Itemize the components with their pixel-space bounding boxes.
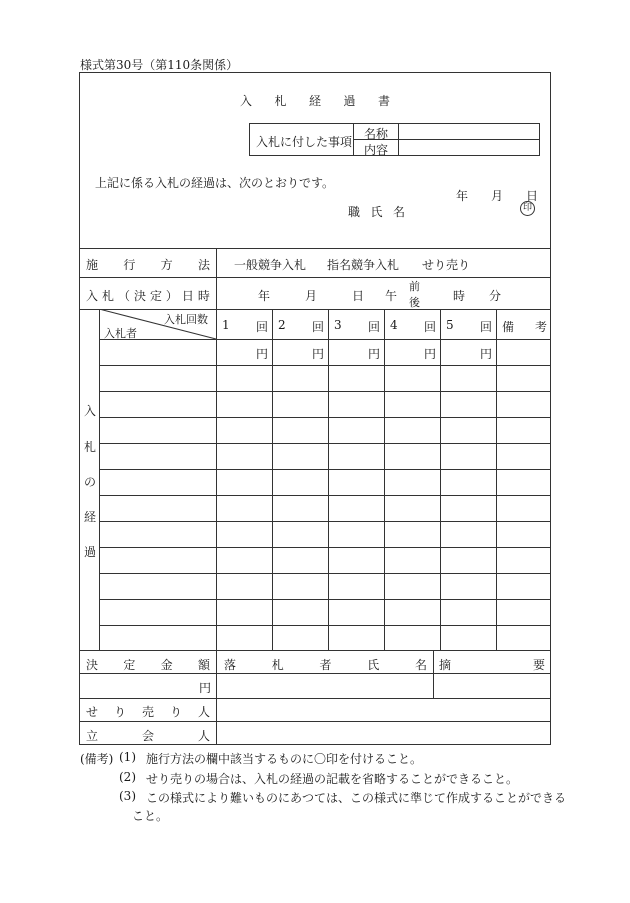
round-2-yen: 円 (312, 347, 325, 361)
bid-month: 月 (305, 289, 318, 303)
round-3-num: 3 (334, 318, 342, 332)
corner-rounds-label: 入札回数 (164, 313, 208, 326)
note-2-num: (2) (119, 770, 136, 784)
date-month: 月 (491, 189, 504, 203)
round-5-unit: 回 (480, 320, 493, 334)
note-2-text: せり売りの場合は、入札の経過の記載を省略することができること。 (146, 772, 519, 786)
note-3-continuation: こと。 (132, 809, 169, 823)
method-option-general: 一般競争入札 (234, 258, 307, 272)
round-4-yen: 円 (424, 347, 437, 361)
method-option-designated: 指名競争入札 (327, 258, 400, 272)
statement: 上記に係る入札の経過は、次のとおりです。 (95, 176, 335, 190)
date-day: 日 (526, 189, 539, 203)
side-label-4: 経 (84, 510, 97, 524)
bid-pm-bottom: 後 (409, 296, 420, 309)
summary-label: 摘 要 (439, 658, 545, 672)
round-3-yen: 円 (368, 347, 381, 361)
method-label: 施 行 方 法 (86, 258, 210, 272)
remarks-header-2: 考 (535, 320, 548, 334)
seal-mark: 印 (520, 201, 535, 216)
round-1-yen: 円 (256, 347, 269, 361)
notes-header: (備考) (80, 752, 114, 766)
decision-amount-label: 決 定 金 額 (86, 658, 210, 672)
round-2-unit: 回 (312, 320, 325, 334)
note-1-num: (1) (119, 750, 136, 764)
form-number: 様式第30号（第110条関係） (80, 58, 239, 72)
round-1-unit: 回 (256, 320, 269, 334)
round-5-num: 5 (446, 318, 454, 332)
subject-content-label: 内容 (364, 143, 389, 157)
round-4-unit: 回 (424, 320, 437, 334)
date-year: 年 (456, 189, 469, 203)
remarks-header-1: 備 (502, 320, 515, 334)
round-5-yen: 円 (480, 347, 493, 361)
note-3-num: (3) (119, 789, 136, 803)
method-option-auction: せり売り (422, 258, 471, 272)
form-frame (79, 72, 551, 745)
round-4-num: 4 (390, 318, 398, 332)
document-title: 入 札 経 過 書 (240, 94, 390, 108)
official-name-label: 職 氏 名 (348, 205, 405, 219)
bid-am-marker: 午 (385, 289, 398, 303)
bid-minute: 分 (489, 289, 502, 303)
winner-name-label: 落 札 者 氏 名 (224, 658, 427, 672)
note-3-text: この様式により難いものにあつては、この様式に準じて作成することができる (146, 791, 567, 805)
round-1-num: 1 (222, 318, 230, 332)
subject-label: 入札に付した事項 (256, 135, 353, 149)
side-label-2: 札 (84, 440, 97, 454)
side-label-1: 入 (84, 404, 97, 418)
witness-label: 立 会 人 (86, 729, 210, 743)
bid-hour: 時 (453, 289, 466, 303)
note-1-text: 施行方法の欄中該当するものに〇印を付けること。 (146, 752, 423, 766)
bid-pm-top: 前 (409, 280, 420, 293)
side-label-3: の (84, 475, 97, 489)
round-2-num: 2 (278, 318, 286, 332)
corner-bidder-label: 入札者 (104, 327, 137, 340)
bid-year: 年 (258, 289, 271, 303)
subject-name-label: 名称 (364, 127, 389, 141)
bid-day: 日 (352, 289, 365, 303)
decision-amount-yen: 円 (199, 681, 212, 695)
auction-person-label: せ り 売 り 人 (86, 705, 210, 719)
bid-datetime-label: 入 札 （ 決 定 ） 日 時 (86, 289, 210, 303)
round-3-unit: 回 (368, 320, 381, 334)
side-label-5: 過 (84, 545, 97, 559)
